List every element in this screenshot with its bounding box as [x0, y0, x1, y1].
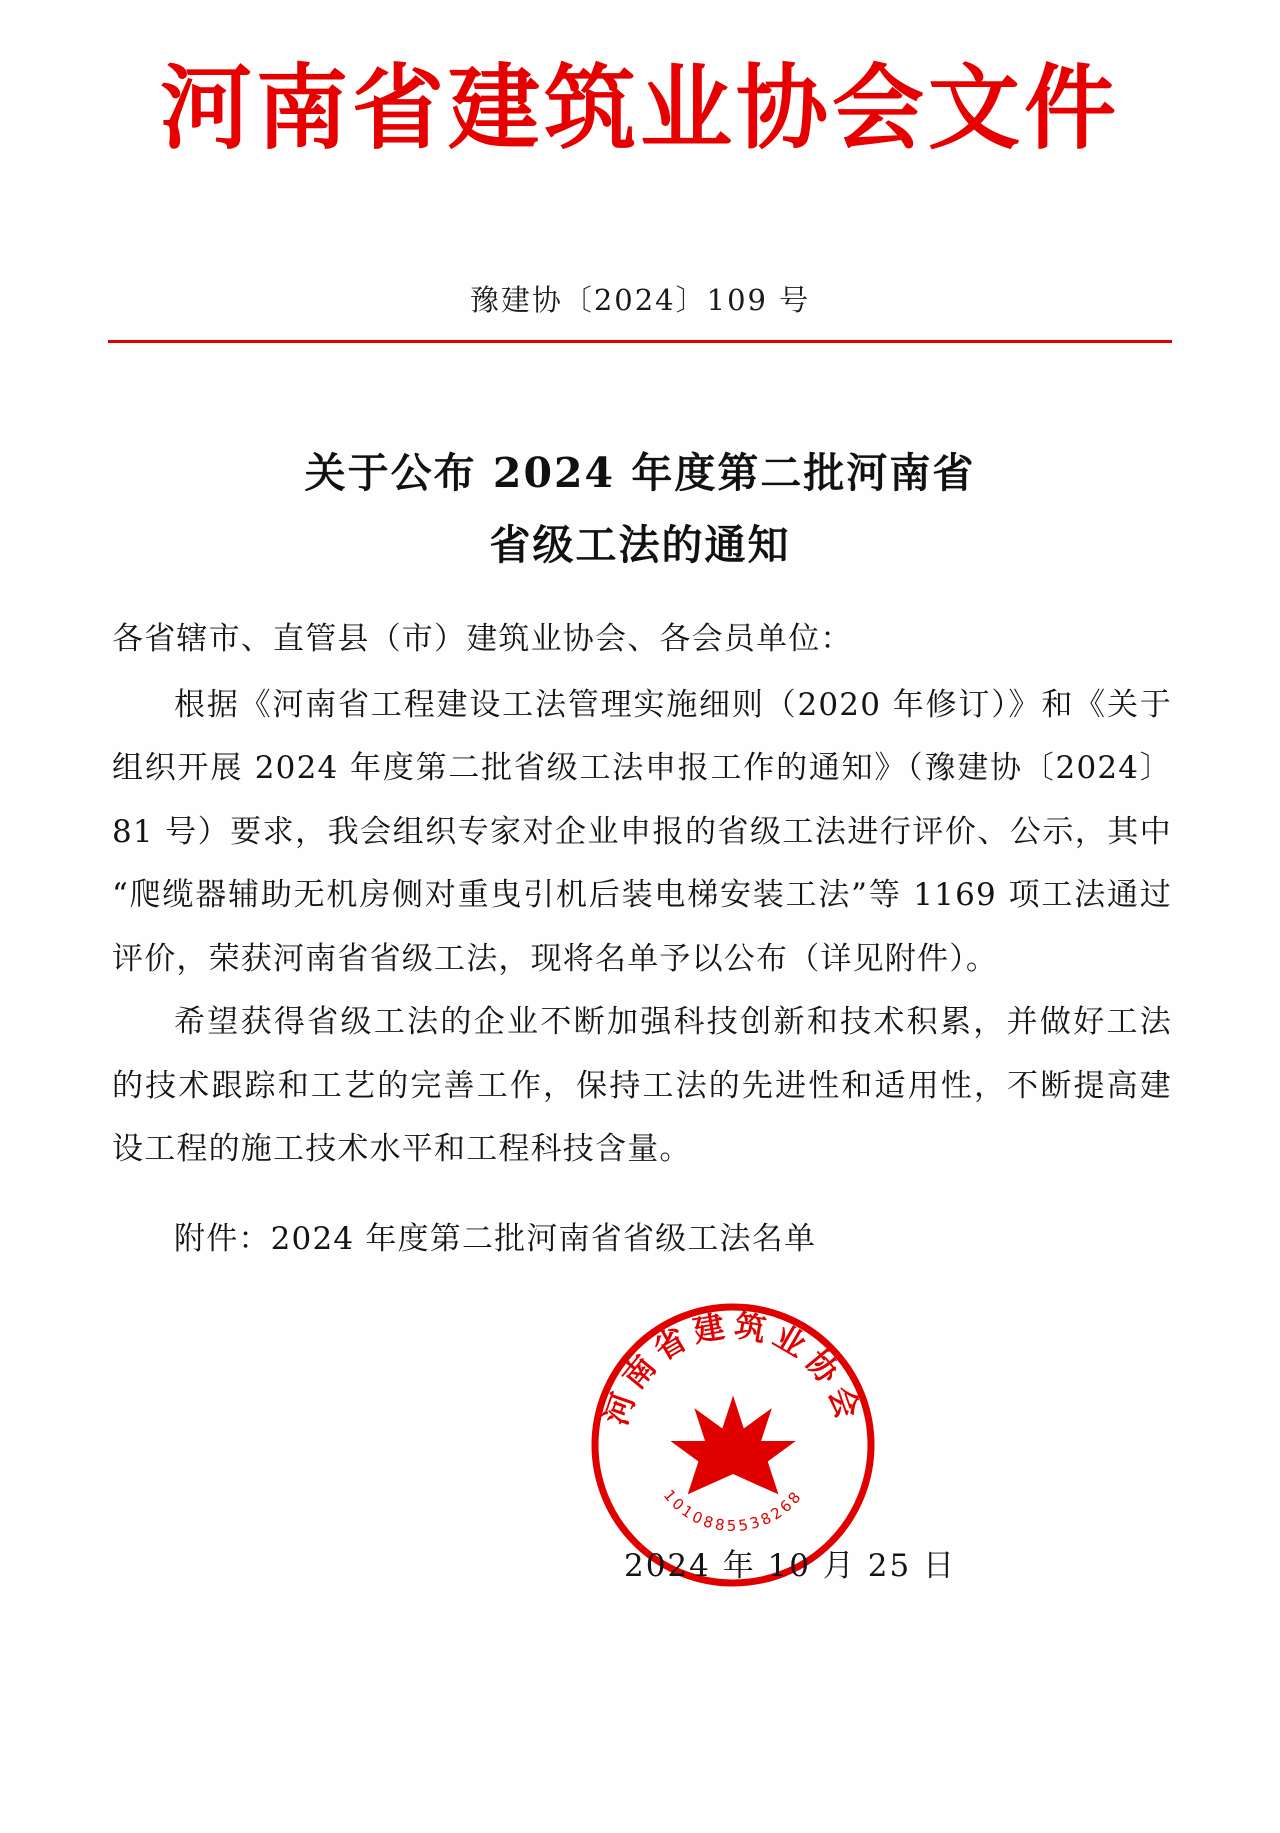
page-title [150, 438, 1130, 582]
page-title-line-2: 省级工法的通知 [489, 520, 791, 569]
masthead [0, 54, 1280, 162]
document-number: 豫建协〔2024〕109 号 [469, 283, 811, 317]
salutation: 各省辖市、直管县（市）建筑业协会、各会员单位： [112, 621, 853, 657]
page-title-line-1: 关于公布 2024 年度第二批河南省 [304, 449, 976, 497]
svg-text:1010885538268: 1010885538268 [659, 1486, 807, 1535]
body-paragraph-2: 希望获得省级工法的企业不断加强科技创新和技术积累，并做好工法的技术跟踪和工艺的完善工作，保持工法的先进性和适用性，不断提高建设工程的施工技术水平和工程科技含量。 [112, 1004, 1172, 1168]
document-number-row [0, 278, 1280, 319]
document-date: 2024 年 10 月 25 日 [623, 1548, 957, 1584]
masthead-title: 河南省建筑业协会文件 [159, 54, 1120, 162]
body-paragraph-1: 根据《河南省工程建设工法管理实施细则（2020 年修订）》和《关于组织开展 2024 年度第二批省级工法申报工作的通知》（豫建协〔2024〕81 号）要求，我会组织专家对企业申报的省级工法进行评价、公示，其中“爬缆器辅助无机房侧对重曳引机后装电梯安装工法”等 1169 项工法通过评价，荣获河南省省级工法，现将名单予以公布（详见附件）。 [112, 686, 1172, 977]
svg-text:河南省建筑业协会: 河南省建筑业协会 [598, 1307, 868, 1430]
attachment-line: 附件：2024 年度第二批河南省省级工法名单 [174, 1220, 817, 1257]
red-divider-rule [108, 340, 1172, 343]
document-body [112, 608, 1172, 1271]
